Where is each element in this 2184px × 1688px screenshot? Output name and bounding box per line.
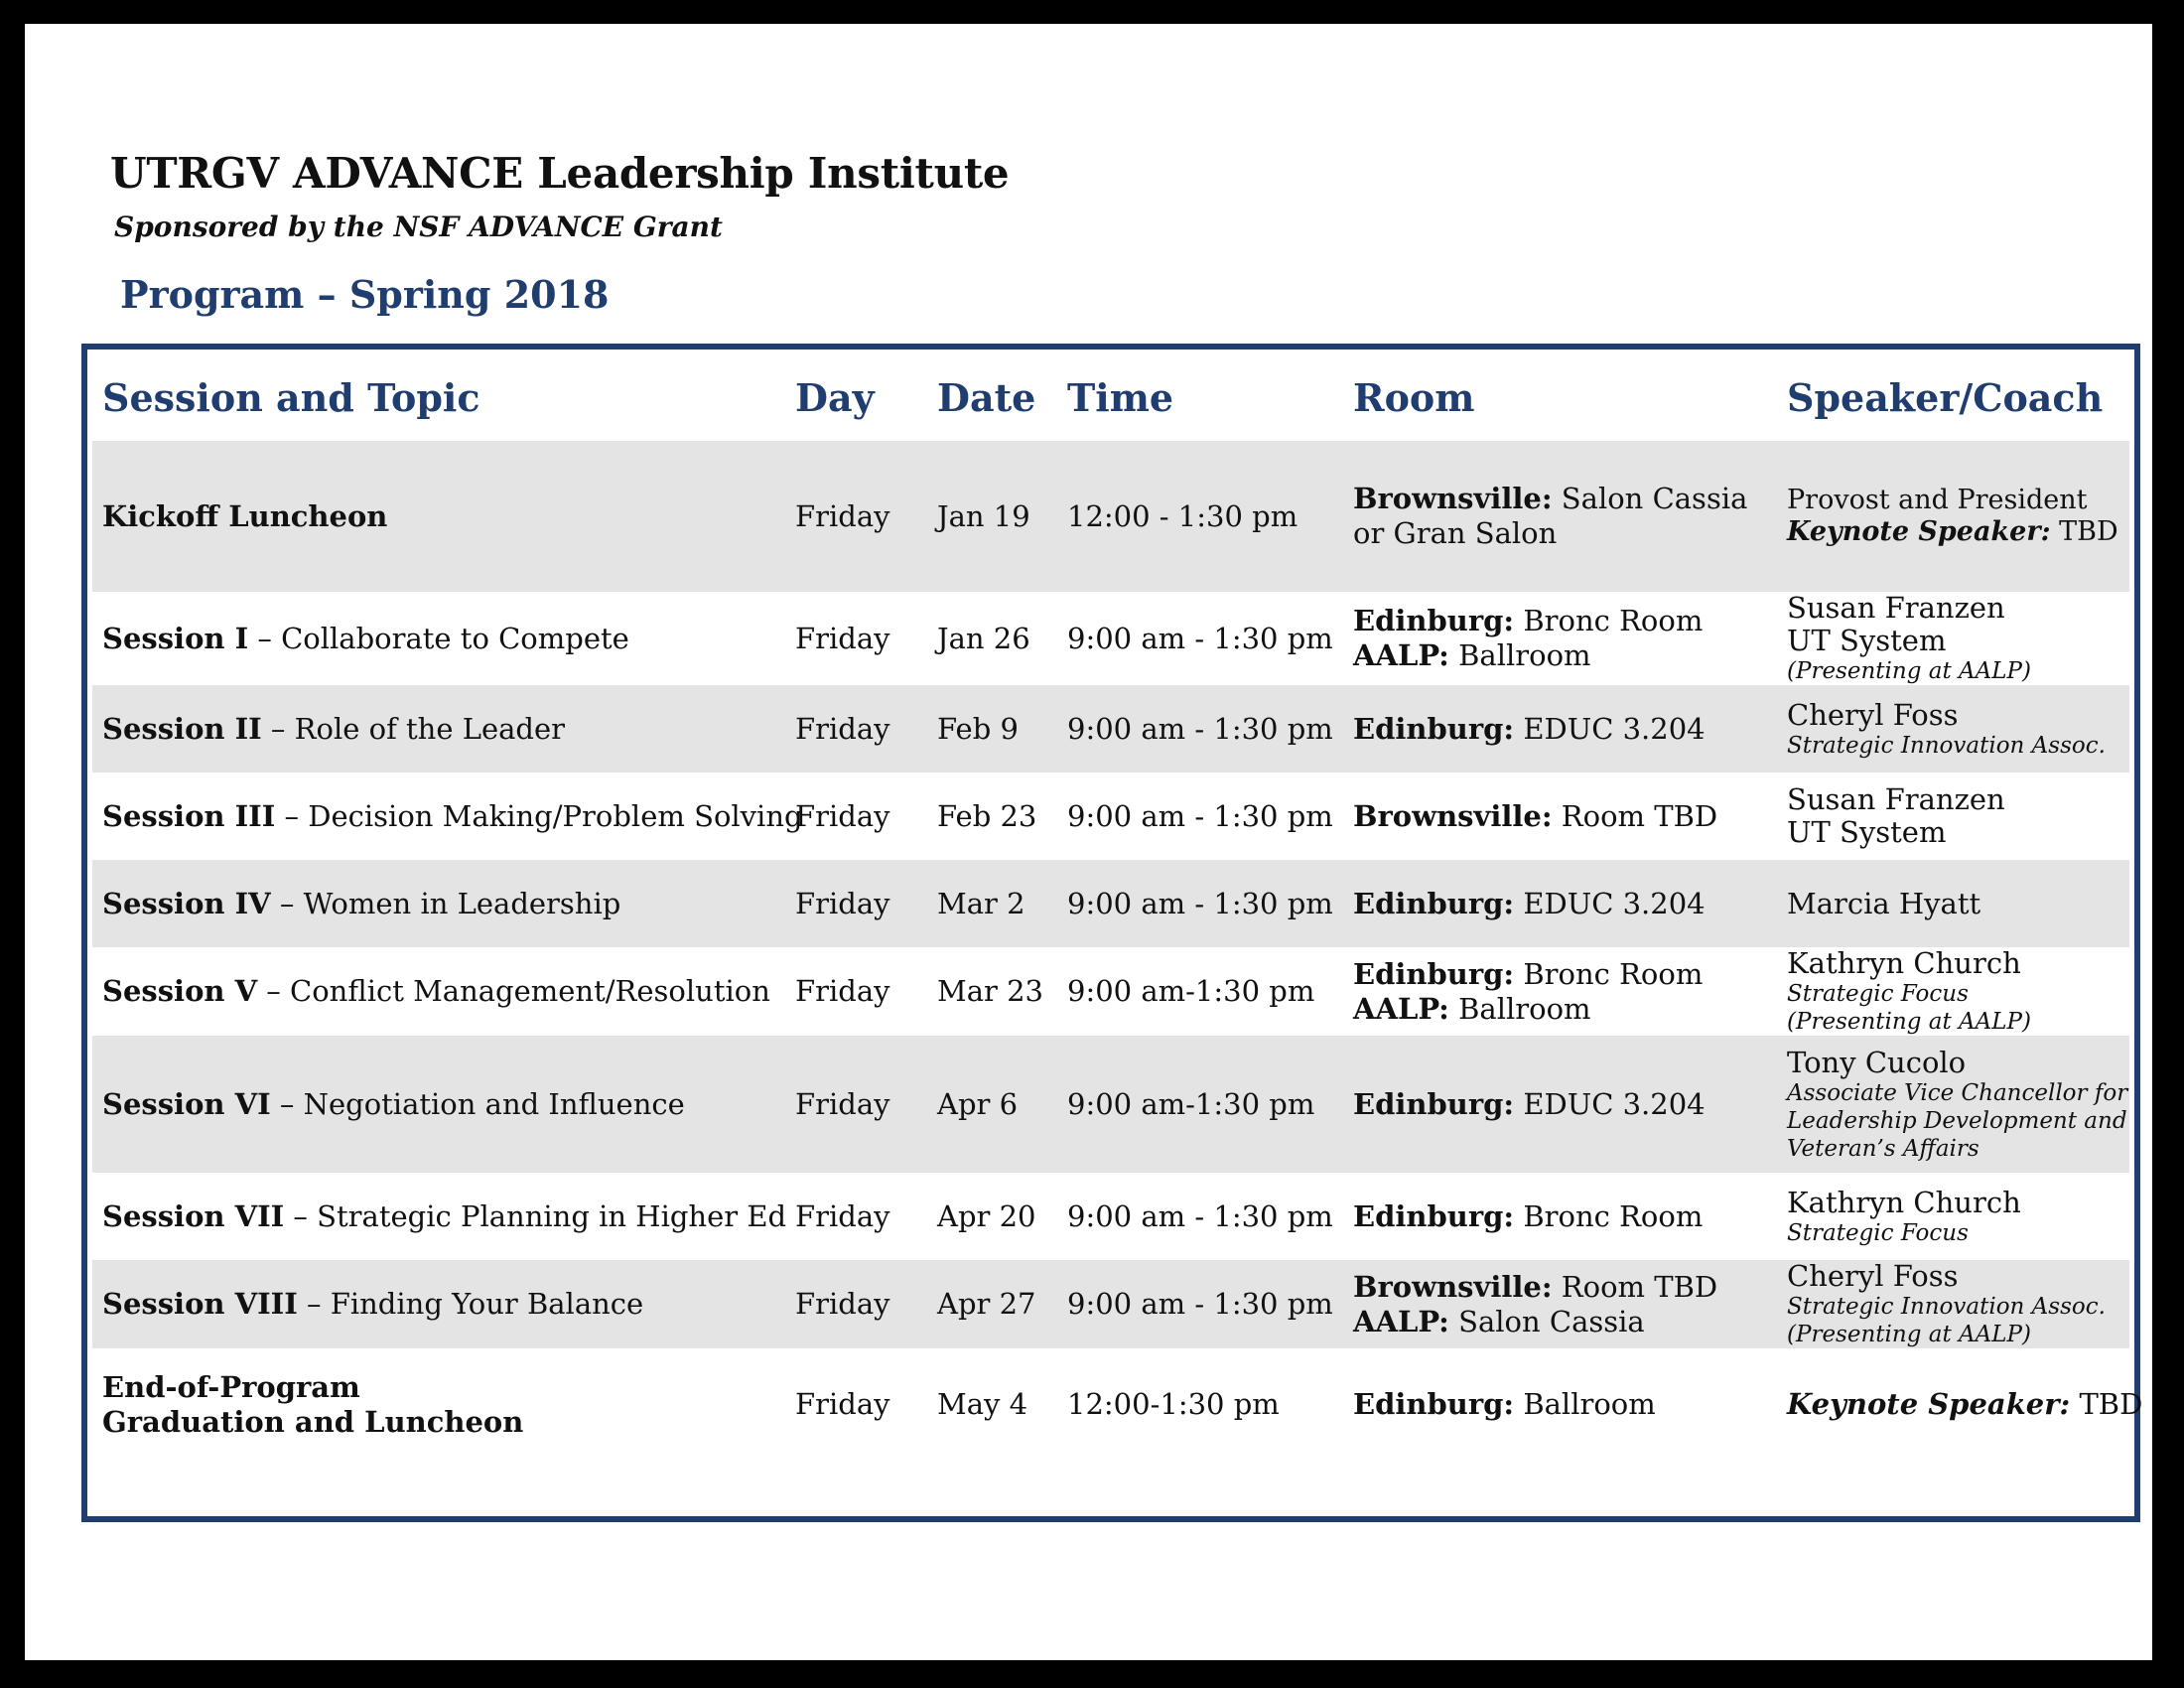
schedule-frame xyxy=(81,344,2143,1522)
header-day: Day xyxy=(795,375,875,420)
room-campus: Edinburg: xyxy=(1353,956,1515,991)
session-label: Session VI xyxy=(102,1086,271,1121)
schedule-body xyxy=(92,441,2143,1461)
session-cell xyxy=(92,1260,785,1348)
room-campus: Edinburg: xyxy=(1353,1086,1515,1121)
room-name: Room TBD xyxy=(1552,1269,1718,1304)
room-line xyxy=(1353,992,1777,1027)
room-cell xyxy=(1343,773,1777,860)
session-label: Session III xyxy=(102,798,276,833)
day-cell: Friday xyxy=(785,441,927,592)
room-line xyxy=(1353,1305,1777,1339)
session-label: Session IV xyxy=(102,886,271,920)
session-label: Session II xyxy=(102,711,262,746)
room-name: Ballroom xyxy=(1448,991,1591,1026)
room-line xyxy=(1353,1270,1777,1305)
time-cell: 9:00 am - 1:30 pm xyxy=(1057,685,1343,773)
speaker-note: Strategic Innovation Assoc. xyxy=(1787,1294,2106,1320)
session-topic: – Collaborate to Compete xyxy=(248,621,629,655)
date-cell: Jan 26 xyxy=(937,621,1030,655)
time-cell: 9:00 am - 1:30 pm xyxy=(1057,860,1343,947)
room-name: EDUC 3.204 xyxy=(1514,711,1706,746)
speaker-cell xyxy=(1777,685,2129,773)
session-topic: – Decision Making/Problem Solving xyxy=(275,798,803,833)
date-cell: Mar 23 xyxy=(937,974,1043,1008)
room-line xyxy=(1353,516,1777,551)
speaker-cell xyxy=(1777,947,2129,1036)
day-cell: Friday xyxy=(795,621,890,655)
date-cell: Mar 2 xyxy=(927,860,1057,947)
room-name: Ballroom xyxy=(1514,1387,1656,1421)
room-line xyxy=(1353,1199,1777,1234)
speaker-cell xyxy=(1777,592,2129,685)
speaker-name: Marcia Hyatt xyxy=(1787,886,1981,920)
room-cell xyxy=(1343,1173,1777,1260)
room-name: Salon Cassia xyxy=(1552,482,1748,515)
day-cell: Friday xyxy=(785,860,927,947)
room-name: EDUC 3.204 xyxy=(1514,1086,1706,1121)
session-cell xyxy=(92,685,785,773)
session-topic: – Strategic Planning in Higher Ed xyxy=(284,1198,787,1233)
keynote-value: TBD xyxy=(2070,1387,2143,1421)
room-line xyxy=(1353,1087,1777,1122)
session-topic: – Conflict Management/Resolution xyxy=(257,974,770,1008)
speaker-cell xyxy=(1777,441,2129,592)
speaker-cell xyxy=(1777,773,2129,860)
speaker-name: Tony Cucolo xyxy=(1787,1045,1967,1079)
keynote-line xyxy=(1787,516,2129,548)
speaker-name: Kathryn Church xyxy=(1787,946,2021,980)
room-name: Bronc Room xyxy=(1514,1198,1704,1233)
document-page xyxy=(25,24,2152,1660)
date-cell: Apr 6 xyxy=(927,1036,1057,1173)
speaker-note: (Presenting at AALP) xyxy=(1787,1322,2031,1347)
table-row xyxy=(92,773,2129,860)
document-subtitle: Sponsored by the NSF ADVANCE Grant xyxy=(114,211,723,243)
date-cell: Apr 20 xyxy=(937,1198,1036,1233)
room-campus: Brownsville: xyxy=(1353,1269,1553,1304)
time-cell: 12:00-1:30 pm xyxy=(1067,1387,1280,1421)
speaker-note: Strategic Innovation Assoc. xyxy=(1787,732,2106,759)
room-line xyxy=(1353,482,1777,516)
session-cell xyxy=(92,1036,785,1173)
room-name: or Gran Salon xyxy=(1353,516,1558,550)
room-cell xyxy=(1343,947,1777,1036)
room-campus: AALP: xyxy=(1353,638,1449,672)
keynote-label: Keynote Speaker: xyxy=(1787,516,2051,547)
room-line xyxy=(1353,957,1777,992)
room-campus: Edinburg: xyxy=(1353,1198,1515,1233)
speaker-note: Strategic Focus xyxy=(1787,1219,1969,1246)
day-cell: Friday xyxy=(795,798,890,833)
time-cell: 12:00 - 1:30 pm xyxy=(1057,441,1343,592)
table-row xyxy=(92,1348,2129,1461)
speaker-cell xyxy=(1777,1036,2129,1173)
speaker-affiliation: UT System xyxy=(1787,624,1947,657)
table-row xyxy=(92,947,2129,1036)
session-label-line2: Graduation and Luncheon xyxy=(102,1404,524,1439)
time-cell: 9:00 am-1:30 pm xyxy=(1067,974,1315,1008)
session-cell xyxy=(92,441,785,592)
speaker-affiliation: Provost and President xyxy=(1787,485,2088,515)
time-cell: 9:00 am - 1:30 pm xyxy=(1067,798,1333,833)
date-cell: May 4 xyxy=(937,1387,1028,1421)
schedule-table xyxy=(92,354,2143,1461)
room-cell xyxy=(1343,592,1777,685)
room-campus: Edinburg: xyxy=(1353,711,1515,746)
document-title: UTRGV ADVANCE Leadership Institute xyxy=(110,149,1010,198)
time-cell: 9:00 am - 1:30 pm xyxy=(1057,1260,1343,1348)
room-cell xyxy=(1343,860,1777,947)
keynote-label: Keynote Speaker: xyxy=(1787,1387,2071,1421)
speaker-cell xyxy=(1777,1173,2129,1260)
session-cell xyxy=(92,592,785,685)
speaker-note: Associate Vice Chancellor for xyxy=(1787,1079,2128,1106)
session-label: Session I xyxy=(102,621,249,655)
table-row xyxy=(92,592,2129,685)
speaker-note: Leadership Development and xyxy=(1787,1107,2127,1134)
session-cell xyxy=(92,1348,785,1461)
room-cell xyxy=(1343,441,1777,592)
room-cell xyxy=(1343,685,1777,773)
table-row xyxy=(92,685,2129,773)
session-cell xyxy=(92,860,785,947)
table-row xyxy=(92,860,2129,947)
date-cell: Apr 27 xyxy=(927,1260,1057,1348)
header-room: Room xyxy=(1353,375,1475,420)
speaker-name: Kathryn Church xyxy=(1787,1185,2021,1219)
session-label: Session VII xyxy=(102,1198,285,1233)
date-cell: Feb 9 xyxy=(927,685,1057,773)
header-time: Time xyxy=(1067,375,1174,420)
room-name: Room TBD xyxy=(1552,798,1718,833)
speaker-note: Strategic Focus xyxy=(1787,981,1969,1007)
time-cell: 9:00 am - 1:30 pm xyxy=(1067,1198,1333,1233)
speaker-cell xyxy=(1777,860,2129,947)
speaker-name: Susan Franzen xyxy=(1787,591,2005,625)
session-label: End-of-Program xyxy=(102,1369,360,1404)
room-cell xyxy=(1343,1260,1777,1348)
table-row xyxy=(92,1036,2129,1173)
session-cell xyxy=(92,947,785,1036)
speaker-note: Veteran’s Affairs xyxy=(1787,1135,1979,1162)
room-name: Ballroom xyxy=(1448,638,1591,672)
keynote-line xyxy=(1787,1387,2143,1422)
room-campus: Edinburg: xyxy=(1353,1387,1515,1421)
room-cell xyxy=(1343,1036,1777,1173)
session-cell xyxy=(92,1173,785,1260)
room-line xyxy=(1353,712,1777,747)
room-line xyxy=(1353,887,1777,921)
table-row xyxy=(92,1260,2129,1348)
room-line xyxy=(1353,1387,1777,1422)
header-session: Session and Topic xyxy=(102,375,480,420)
room-name: Salon Cassia xyxy=(1448,1304,1645,1338)
room-campus: AALP: xyxy=(1353,1304,1449,1338)
room-name: Bronc Room xyxy=(1514,956,1704,991)
room-line xyxy=(1353,638,1777,673)
room-campus: Edinburg: xyxy=(1353,604,1515,637)
date-cell: Feb 23 xyxy=(937,798,1037,833)
room-line xyxy=(1353,799,1777,834)
speaker-name: Cheryl Foss xyxy=(1787,697,1959,732)
day-cell: Friday xyxy=(785,1260,927,1348)
speaker-cell xyxy=(1777,1260,2129,1348)
day-cell: Friday xyxy=(785,685,927,773)
speaker-name: Cheryl Foss xyxy=(1787,1259,1959,1293)
room-cell xyxy=(1343,1348,1777,1461)
room-campus: AALP: xyxy=(1353,991,1449,1026)
table-row xyxy=(92,1173,2129,1260)
session-topic: – Women in Leadership xyxy=(270,886,621,920)
speaker-note: (Presenting at AALP) xyxy=(1787,1009,2031,1035)
keynote-value: TBD xyxy=(2050,516,2118,547)
session-label: Session VIII xyxy=(102,1287,298,1321)
speaker-cell xyxy=(1777,1348,2143,1461)
time-cell: 9:00 am-1:30 pm xyxy=(1057,1036,1343,1173)
speaker-name: Susan Franzen xyxy=(1787,782,2005,816)
speaker-note: (Presenting at AALP) xyxy=(1787,658,2031,684)
session-cell xyxy=(92,773,803,860)
session-label: Session V xyxy=(102,974,258,1008)
session-topic: – Role of the Leader xyxy=(261,711,566,746)
room-campus: Brownsville: xyxy=(1353,798,1553,833)
day-cell: Friday xyxy=(795,1387,890,1421)
room-line xyxy=(1353,604,1777,638)
day-cell: Friday xyxy=(785,1036,927,1173)
program-heading: Program – Spring 2018 xyxy=(120,272,610,317)
date-cell: Jan 19 xyxy=(927,441,1057,592)
session-label: Kickoff Luncheon xyxy=(102,498,388,533)
room-campus: Edinburg: xyxy=(1353,886,1515,920)
room-name: Bronc Room xyxy=(1514,604,1704,637)
room-campus: Brownsville: xyxy=(1353,482,1553,515)
room-name: EDUC 3.204 xyxy=(1514,886,1706,920)
day-cell: Friday xyxy=(795,974,890,1008)
header-date: Date xyxy=(937,375,1036,420)
table-header-row xyxy=(92,354,2129,441)
session-topic: – Negotiation and Influence xyxy=(270,1086,685,1121)
time-cell: 9:00 am - 1:30 pm xyxy=(1067,621,1333,655)
table-row xyxy=(92,441,2129,592)
speaker-affiliation: UT System xyxy=(1787,815,1947,849)
session-topic: – Finding Your Balance xyxy=(297,1287,644,1321)
day-cell: Friday xyxy=(795,1198,890,1233)
header-speaker: Speaker/Coach xyxy=(1787,375,2104,420)
